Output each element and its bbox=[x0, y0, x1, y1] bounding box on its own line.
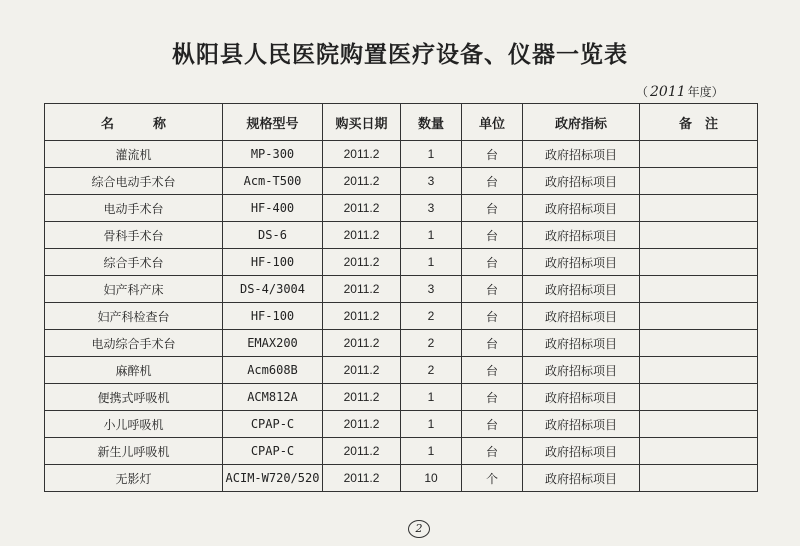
cell-qty: 10 bbox=[401, 465, 462, 492]
cell-unit: 台 bbox=[462, 384, 523, 411]
cell-remark bbox=[640, 195, 758, 222]
cell-note: 政府招标项目 bbox=[523, 168, 640, 195]
header-date: 购买日期 bbox=[323, 104, 401, 141]
cell-note: 政府招标项目 bbox=[523, 276, 640, 303]
cell-model: EMAX200 bbox=[223, 330, 323, 357]
cell-date: 2011.2 bbox=[323, 384, 401, 411]
table-row bbox=[45, 465, 758, 492]
cell-remark bbox=[640, 330, 758, 357]
cell-name: 小儿呼吸机 bbox=[45, 411, 223, 438]
year-note bbox=[636, 83, 724, 100]
cell-model: HF-100 bbox=[223, 303, 323, 330]
cell-note: 政府招标项目 bbox=[523, 303, 640, 330]
cell-remark bbox=[640, 303, 758, 330]
header-model: 规格型号 bbox=[223, 104, 323, 141]
cell-date: 2011.2 bbox=[323, 411, 401, 438]
cell-unit: 台 bbox=[462, 357, 523, 384]
cell-model: MP-300 bbox=[223, 141, 323, 168]
cell-name: 电动综合手术台 bbox=[45, 330, 223, 357]
cell-name: 妇产科检查台 bbox=[45, 303, 223, 330]
cell-model: ACM812A bbox=[223, 384, 323, 411]
table-row bbox=[45, 411, 758, 438]
cell-note: 政府招标项目 bbox=[523, 330, 640, 357]
cell-unit: 台 bbox=[462, 411, 523, 438]
table-row bbox=[45, 357, 758, 384]
cell-date: 2011.2 bbox=[323, 195, 401, 222]
header-note: 政府指标 bbox=[523, 104, 640, 141]
cell-remark bbox=[640, 276, 758, 303]
table-row bbox=[45, 276, 758, 303]
header-name: 名 称 bbox=[45, 104, 223, 141]
cell-note: 政府招标项目 bbox=[523, 141, 640, 168]
cell-unit: 台 bbox=[462, 249, 523, 276]
cell-qty: 1 bbox=[401, 411, 462, 438]
cell-unit: 台 bbox=[462, 141, 523, 168]
page-number: 2 bbox=[408, 520, 430, 538]
cell-model: Acm-T500 bbox=[223, 168, 323, 195]
table-row bbox=[45, 168, 758, 195]
cell-unit: 台 bbox=[462, 276, 523, 303]
table-row bbox=[45, 141, 758, 168]
table-row bbox=[45, 222, 758, 249]
cell-note: 政府招标项目 bbox=[523, 357, 640, 384]
table-header-row bbox=[45, 104, 758, 141]
cell-date: 2011.2 bbox=[323, 303, 401, 330]
cell-model: HF-400 bbox=[223, 195, 323, 222]
cell-remark bbox=[640, 168, 758, 195]
cell-qty: 2 bbox=[401, 330, 462, 357]
cell-name: 无影灯 bbox=[45, 465, 223, 492]
cell-date: 2011.2 bbox=[323, 438, 401, 465]
cell-name: 麻醉机 bbox=[45, 357, 223, 384]
table-row bbox=[45, 330, 758, 357]
cell-model: CPAP-C bbox=[223, 411, 323, 438]
year-note-open: （ bbox=[636, 85, 649, 99]
cell-remark bbox=[640, 222, 758, 249]
cell-note: 政府招标项目 bbox=[523, 384, 640, 411]
cell-unit: 台 bbox=[462, 438, 523, 465]
cell-qty: 1 bbox=[401, 438, 462, 465]
table-row bbox=[45, 195, 758, 222]
table-row bbox=[45, 384, 758, 411]
cell-model: Acm608B bbox=[223, 357, 323, 384]
cell-qty: 1 bbox=[401, 222, 462, 249]
header-remark: 备 注 bbox=[640, 104, 758, 141]
cell-remark bbox=[640, 438, 758, 465]
cell-name: 综合电动手术台 bbox=[45, 168, 223, 195]
table-row bbox=[45, 303, 758, 330]
cell-remark bbox=[640, 357, 758, 384]
cell-name: 电动手术台 bbox=[45, 195, 223, 222]
cell-name: 灌流机 bbox=[45, 141, 223, 168]
header-qty: 数量 bbox=[401, 104, 462, 141]
cell-date: 2011.2 bbox=[323, 357, 401, 384]
header-unit: 单位 bbox=[462, 104, 523, 141]
equipment-table bbox=[44, 103, 758, 492]
cell-name: 骨科手术台 bbox=[45, 222, 223, 249]
cell-model: ACIM-W720/520 bbox=[223, 465, 323, 492]
cell-qty: 1 bbox=[401, 249, 462, 276]
page-title: 枞阳县人民医院购置医疗设备、仪器一览表 bbox=[172, 42, 628, 68]
cell-date: 2011.2 bbox=[323, 465, 401, 492]
cell-qty: 1 bbox=[401, 384, 462, 411]
cell-note: 政府招标项目 bbox=[523, 249, 640, 276]
cell-unit: 台 bbox=[462, 195, 523, 222]
cell-remark bbox=[640, 141, 758, 168]
cell-unit: 个 bbox=[462, 465, 523, 492]
cell-model: CPAP-C bbox=[223, 438, 323, 465]
cell-qty: 3 bbox=[401, 276, 462, 303]
cell-name: 便携式呼吸机 bbox=[45, 384, 223, 411]
cell-qty: 3 bbox=[401, 195, 462, 222]
year-note-suffix: 年度） bbox=[687, 85, 724, 99]
cell-name: 新生儿呼吸机 bbox=[45, 438, 223, 465]
cell-date: 2011.2 bbox=[323, 249, 401, 276]
cell-date: 2011.2 bbox=[323, 141, 401, 168]
cell-name: 妇产科产床 bbox=[45, 276, 223, 303]
cell-remark bbox=[640, 465, 758, 492]
cell-remark bbox=[640, 411, 758, 438]
year-note-year: 2011 bbox=[650, 84, 686, 100]
cell-unit: 台 bbox=[462, 222, 523, 249]
cell-date: 2011.2 bbox=[323, 222, 401, 249]
cell-qty: 1 bbox=[401, 141, 462, 168]
cell-date: 2011.2 bbox=[323, 276, 401, 303]
cell-name: 综合手术台 bbox=[45, 249, 223, 276]
cell-note: 政府招标项目 bbox=[523, 465, 640, 492]
cell-remark bbox=[640, 384, 758, 411]
table-row bbox=[45, 438, 758, 465]
cell-qty: 2 bbox=[401, 357, 462, 384]
cell-note: 政府招标项目 bbox=[523, 411, 640, 438]
cell-date: 2011.2 bbox=[323, 330, 401, 357]
cell-unit: 台 bbox=[462, 330, 523, 357]
cell-model: DS-6 bbox=[223, 222, 323, 249]
cell-note: 政府招标项目 bbox=[523, 438, 640, 465]
cell-qty: 2 bbox=[401, 303, 462, 330]
table-row bbox=[45, 249, 758, 276]
cell-note: 政府招标项目 bbox=[523, 222, 640, 249]
cell-unit: 台 bbox=[462, 303, 523, 330]
cell-unit: 台 bbox=[462, 168, 523, 195]
cell-remark bbox=[640, 249, 758, 276]
cell-qty: 3 bbox=[401, 168, 462, 195]
cell-model: HF-100 bbox=[223, 249, 323, 276]
cell-note: 政府招标项目 bbox=[523, 195, 640, 222]
cell-date: 2011.2 bbox=[323, 168, 401, 195]
cell-model: DS-4/3004 bbox=[223, 276, 323, 303]
